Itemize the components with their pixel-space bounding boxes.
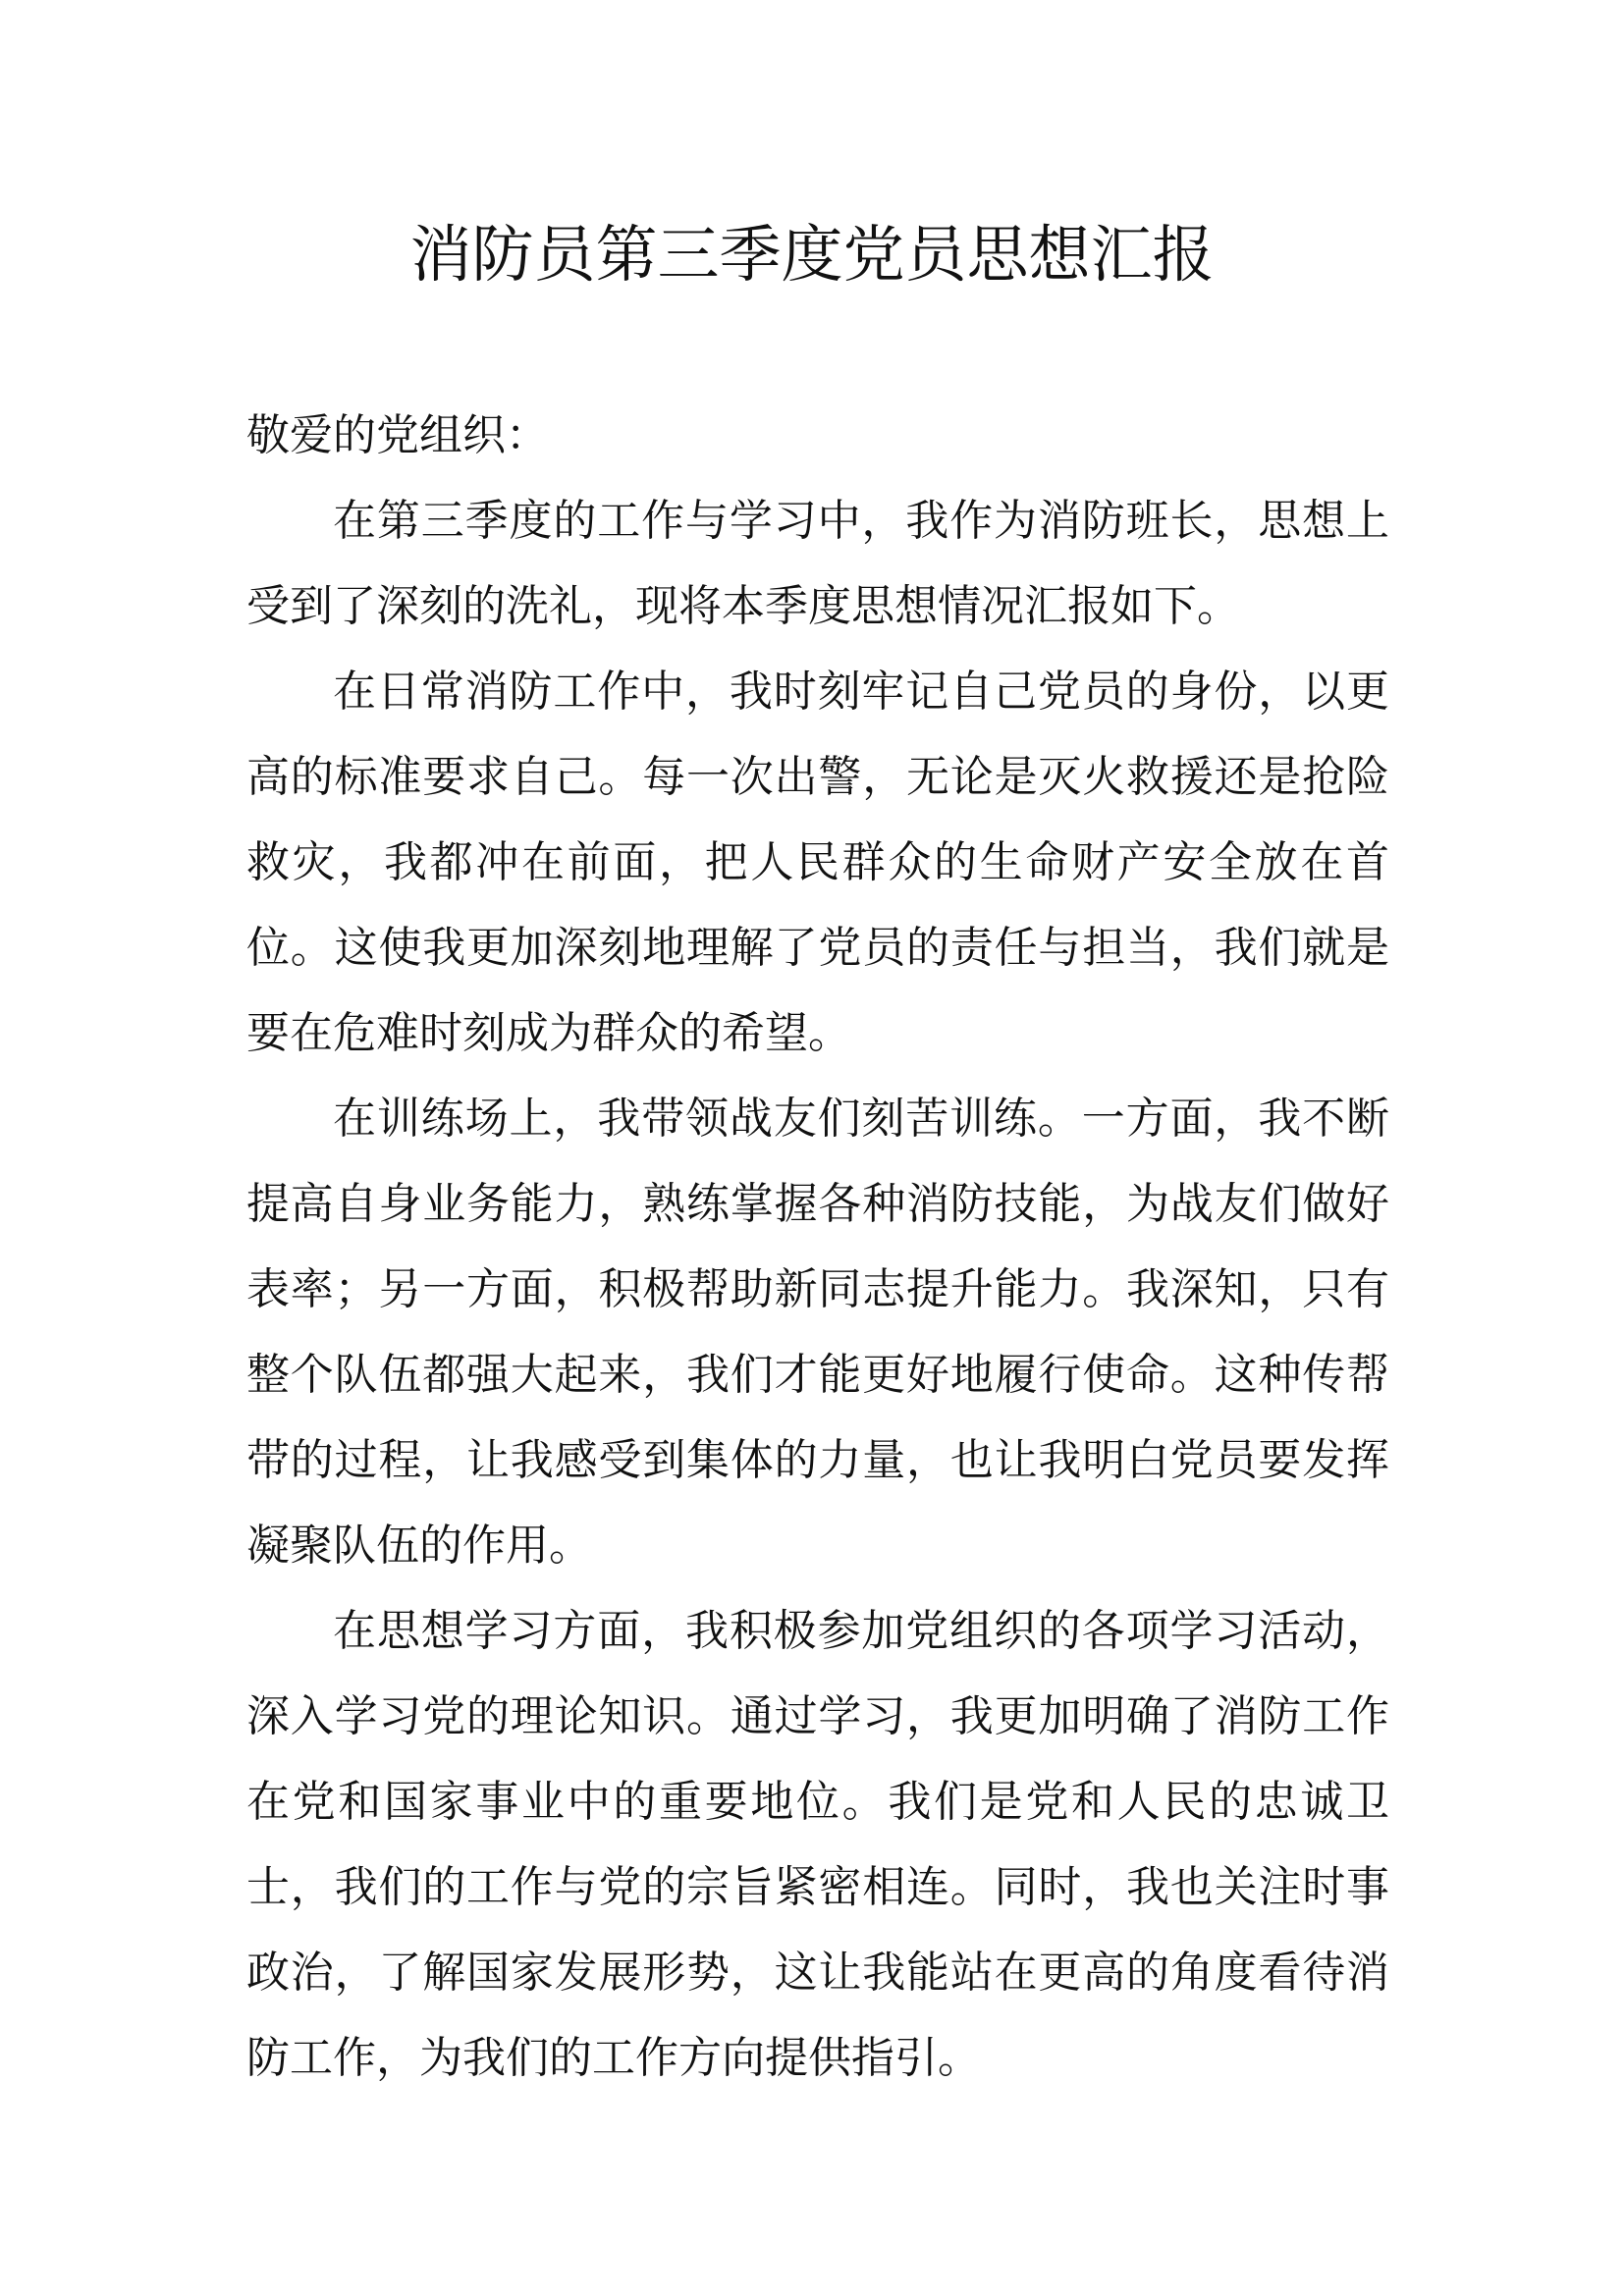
document-title: 消防员第三季度党员思想汇报 <box>409 219 1215 291</box>
paragraph-intro: 在第三季度的工作与学习中，我作为消防班长，思想上受到了深刻的洗礼，现将本季度思想情况汇报如下。 <box>246 496 1389 631</box>
paragraph-training: 在训练场上，我带领战友们刻苦训练。一方面，我不断提高自身业务能力，熟练掌握各种消防技能，为战友们做好表率；另一方面，积极帮助新同志提升能力。我深知，只有整个队伍都强大起来，我们才能更好地履行使命。这种传帮带的过程，让我感受到集体的力量，也让我明白党员要发挥凝聚队伍的作用。 <box>246 1094 1389 1571</box>
salutation: 敬爱的党组织： <box>246 410 549 460</box>
document-body <box>246 393 1389 2101</box>
paragraph-daily-work: 在日常消防工作中，我时刻牢记自己党员的身份，以更高的标准要求自己。每一次出警，无论是灭火救援还是抢险救灾，我都冲在前面，把人民群众的生命财产安全放在首位。这使我更加深刻地理解了党员的责任与担当，我们就是要在危难时刻成为群众的希望。 <box>246 667 1389 1058</box>
paragraph-study: 在思想学习方面，我积极参加党组织的各项学习活动，深入学习党的理论知识。通过学习，我更加明确了消防工作在党和国家事业中的重要地位。我们是党和人民的忠诚卫士，我们的工作与党的宗旨紧密相连。同时，我也关注时事政治，了解国家发展形势，这让我能站在更高的角度看待消防工作，为我们的工作方向提供指引。 <box>246 1606 1389 2083</box>
